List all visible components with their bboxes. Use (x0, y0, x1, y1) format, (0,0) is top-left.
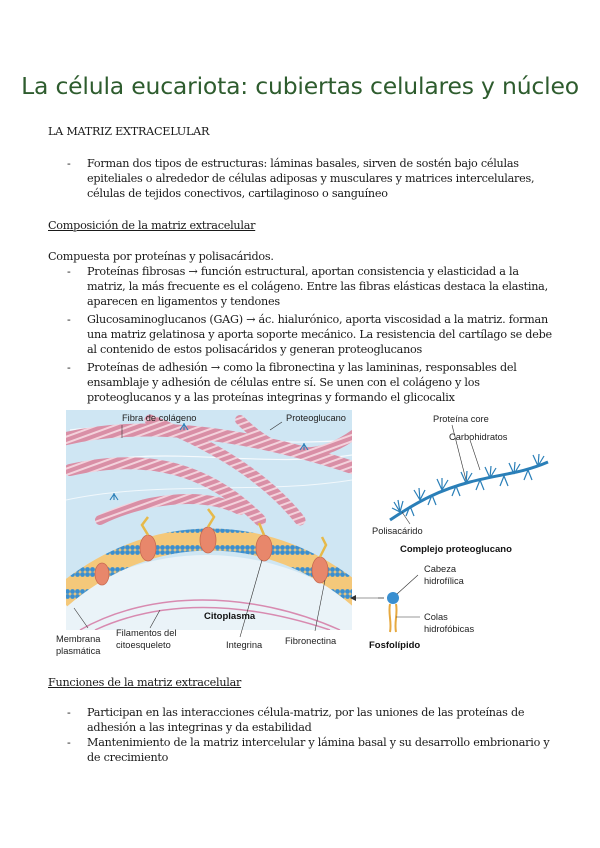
filaments-label: Filamentos del (116, 628, 177, 638)
functions-heading: Funciones de la matriz extracelular (48, 676, 242, 689)
composition-intro: Compuesta por proteínas y polisacáridos. (48, 250, 274, 263)
tails-label: Colas (424, 612, 448, 622)
filaments-label: citoesqueleto (116, 640, 171, 650)
proteoglycan-label: Proteoglucano (286, 413, 346, 423)
bullet-line: adhesión a las integrinas y da estabilidad (87, 721, 312, 734)
bullet-line: ensamblaje y adhesión de células entre sí. Se unen con el colágeno y los (87, 376, 480, 389)
membrane-label: Membrana (56, 634, 101, 644)
bullet-line: de crecimiento (87, 751, 169, 764)
bullet-dash: - (67, 265, 71, 278)
bullet-line: epiteliales o alrededor de células adiposas y musculares y matrices intercelulares, (87, 172, 535, 185)
page-title: La célula eucariota: cubiertas celulares y núcleo (21, 72, 579, 100)
matrix-diagram (60, 410, 360, 630)
cytoplasm-label: Citoplasma (204, 611, 256, 622)
bullet-line: proteoglucanos y a las proteínas integrinas y formando el glicocalix (87, 391, 455, 404)
bullet-dash: - (67, 157, 71, 170)
polysaccharide-label: Polisacárido (372, 526, 423, 536)
membrane-label: plasmática (56, 646, 101, 656)
bullet-dash: - (67, 736, 71, 749)
composition-heading: Composición de la matriz extracelular (48, 219, 256, 232)
bullet-dash: - (67, 313, 71, 326)
bullet-line: Proteínas fibrosas → función estructural, aportan consistencia y elasticidad a la (87, 265, 519, 278)
bullet-dash: - (67, 361, 71, 374)
bullet-line: Glucosaminoglucanos (GAG) → ác. hialurónico, aporta viscosidad a la matriz. forman (87, 313, 548, 326)
fibronectin-label: Fibronectina (285, 636, 337, 646)
tails-label: hidrofóbicas (424, 624, 475, 634)
head-label: hidrofílica (424, 576, 464, 586)
phospholipid-icon (350, 575, 420, 632)
complex-label: Complejo proteoglucano (400, 544, 512, 555)
head-label: Cabeza (424, 564, 457, 574)
integrin-label: Integrina (226, 640, 263, 650)
collagen-label: Fibra de colágeno (122, 413, 197, 423)
bullet-line: Proteínas de adhesión → como la fibronectina y las lamininas, responsables del (87, 361, 517, 374)
bullet-line: una matriz gelatinosa y aporta soporte mecánico. La resistencia del cartílago se debe (87, 328, 552, 341)
bullet-line: al contenido de estos polisacáridos y generan proteoglucanos (87, 343, 423, 356)
bullet-line: Mantenimiento de la matriz intercelular y lámina basal y su desarrollo embrionario y (87, 736, 550, 749)
bullet-line: Forman dos tipos de estructuras: láminas basales, sirven de sostén bajo células (87, 157, 519, 170)
bullet-line: matriz, la más frecuente es el colágeno. Entre las fibras elásticas destaca la elastina, (87, 280, 548, 293)
bullet-dash: - (67, 706, 71, 719)
bullet-line: células de tejidos conectivos, cartilaginoso o sanguíneo (87, 187, 388, 200)
carbohydrates-label: Carbohidratos (449, 432, 508, 442)
matrix-heading: LA MATRIZ EXTRACELULAR (48, 125, 210, 138)
core-protein-label: Proteína core (433, 414, 489, 424)
bullet-line: Participan en las interacciones célula-matriz, por las uniones de las proteínas de (87, 706, 525, 719)
bullet-line: aparecen en ligamentos y tendones (87, 295, 280, 308)
phospholipid-label: Fosfolípido (369, 640, 421, 651)
